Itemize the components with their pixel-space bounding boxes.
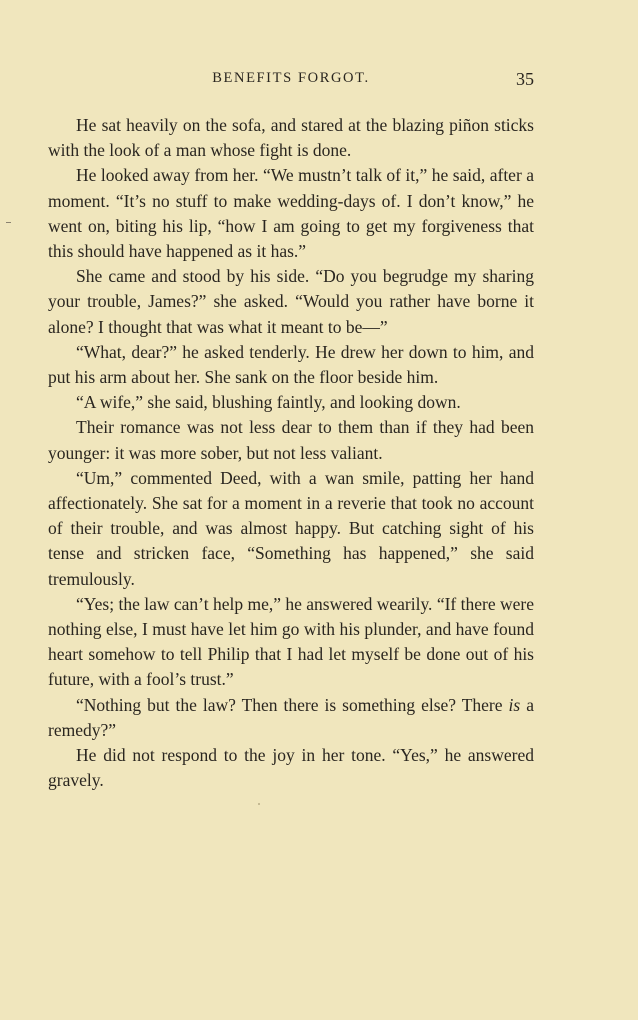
paragraph-text: He did not respond to the joy in her tone. “Yes,” he answered gravely. — [48, 745, 534, 791]
paragraph-text: “Nothing but the law? Then there is something else? There — [76, 694, 509, 715]
body-text — [48, 113, 534, 793]
paragraph-text: “Um,” commented Deed, with a wan smile, patting her hand affectionately. She sat for a moment in a reverie that took no account of their trouble, and was almost happy. But catching sight of his tense and stricken face, “Something has happened,” she said tremulously. — [48, 467, 534, 589]
paragraph — [48, 592, 534, 693]
margin-mark — [6, 222, 11, 223]
page-number: 35 — [516, 69, 534, 89]
paragraph — [48, 163, 534, 264]
paragraph-text: She came and stood by his side. “Do you begrudge my sharing your trouble, James?” she asked. “Would you rather have borne it alone? I thought that was what it meant to be—” — [48, 266, 534, 337]
paragraph-text: “Yes; the law can’t help me,” he answered wearily. “If there were nothing else, I must have let him go with his plunder, and have found heart somehow to tell Philip that I had let myself be done out of his future, with a fool’s trust.” — [48, 593, 534, 690]
paragraph — [48, 264, 534, 340]
paragraph-text: a remedy?” — [48, 694, 534, 740]
paragraph-text: He looked away from her. “We mustn’t talk of it,” he said, after a moment. “It’s no stuff to make wedding-days of. I don’t know,” he went on, biting his lip, “how I am going to get my forgiveness that this should have happened as it has.” — [48, 165, 534, 262]
paragraph-text: He sat heavily on the sofa, and stared at the blazing piñon sticks with the look of a man whose fight is done. — [48, 115, 534, 161]
paragraph — [48, 113, 534, 163]
paragraph — [48, 466, 534, 592]
paper-speck — [258, 803, 260, 805]
paragraph — [48, 390, 534, 415]
paragraph — [48, 340, 534, 390]
paragraph-text: Their romance was not less dear to them than if they had been younger: it was more sober, but not less valiant. — [48, 417, 534, 463]
emphasis-text: is — [508, 694, 521, 715]
running-head — [48, 70, 534, 94]
paragraph-text: “What, dear?” he asked tenderly. He drew her down to him, and put his arm about her. She sank on the floor beside him. — [48, 341, 534, 388]
paragraph — [48, 693, 534, 743]
paragraph-text: “A wife,” she said, blushing faintly, and looking down. — [76, 392, 461, 413]
paragraph — [48, 415, 534, 465]
paragraph — [48, 743, 534, 793]
running-head-title: BENEFITS FORGOT. — [212, 70, 370, 86]
